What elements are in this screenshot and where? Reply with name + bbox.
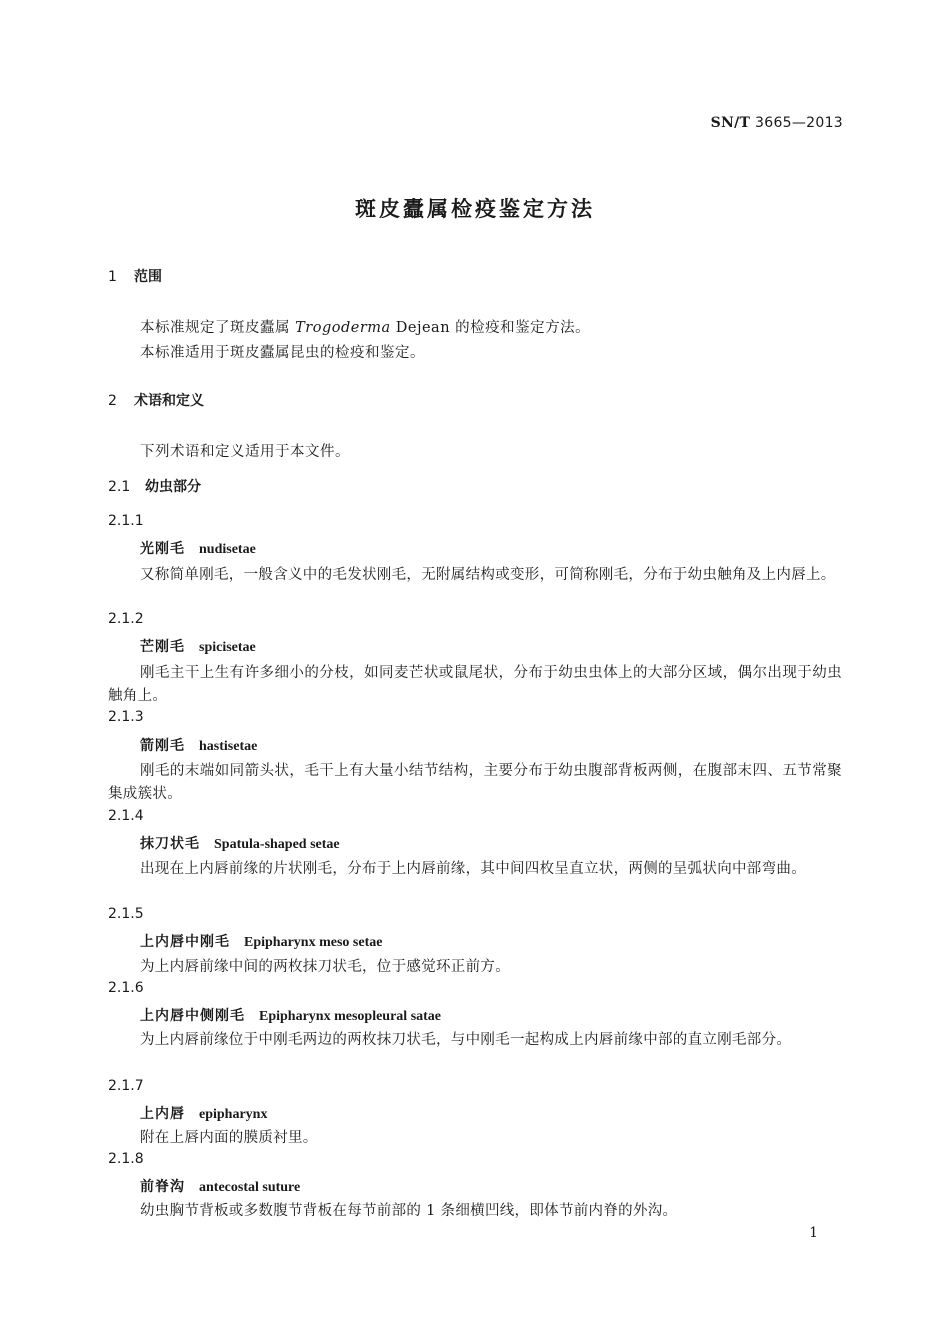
term-en: Epipharynx meso setae — [244, 935, 383, 950]
standard-number: 3665—2013 — [755, 115, 843, 131]
term-heading — [140, 735, 257, 755]
clause-number: 2.1.6 — [108, 980, 144, 996]
genus-name: Trogoderma — [295, 320, 391, 336]
clause-number: 2.1.1 — [108, 513, 144, 529]
page-number: 1 — [809, 1225, 818, 1241]
section-title: 术语和定义 — [134, 393, 204, 409]
subsection-title: 幼虫部分 — [145, 479, 201, 495]
scope-paragraph-1 — [140, 316, 590, 337]
term-heading — [140, 538, 256, 558]
clause-number: 2.1.4 — [108, 808, 144, 824]
subsection-2-1-heading — [108, 476, 201, 496]
term-en: spicisetae — [199, 640, 256, 655]
term-definition: 刚毛主干上生有许多细小的分枝，如同麦芒状或鼠尾状，分布于幼虫虫体上的大部分区域，偶尔出现于幼虫触角上。 — [108, 665, 842, 704]
term-heading — [140, 833, 340, 853]
clause-number: 2.1.5 — [108, 906, 144, 922]
section-2-heading — [108, 390, 204, 410]
term-definition: 出现在上内唇前缘的片状刚毛，分布于上内唇前缘，其中间四枚呈直立状，两侧的呈弧状向中部弯曲。 — [140, 861, 806, 877]
term-en: Spatula-shaped setae — [214, 837, 340, 852]
term-zh: 光刚毛 — [140, 541, 185, 557]
term-zh: 芒刚毛 — [140, 639, 185, 655]
section-number: 1 — [108, 269, 117, 285]
term-zh: 上内唇中刚毛 — [140, 934, 230, 950]
scope-paragraph-2: 本标准适用于斑皮蠹属昆虫的检疫和鉴定。 — [140, 345, 425, 361]
scope-text-pre: 本标准规定了斑皮蠹属 — [140, 320, 290, 336]
term-definition: 幼虫胸节背板或多数腹节背板在每节前部的 1 条细横凹线，即体节前内脊的外沟。 — [140, 1203, 678, 1219]
clause-number: 2.1.8 — [108, 1151, 144, 1167]
term-zh: 上内唇中侧刚毛 — [140, 1008, 245, 1024]
term-heading — [140, 931, 382, 951]
term-zh: 箭刚毛 — [140, 738, 185, 754]
document-title: 斑皮蠹属检疫鉴定方法 — [355, 197, 595, 221]
clause-number: 2.1.3 — [108, 709, 144, 725]
term-zh: 抹刀状毛 — [140, 836, 200, 852]
terms-intro: 下列术语和定义适用于本文件。 — [140, 444, 350, 460]
term-en: Epipharynx mesopleural satae — [259, 1009, 442, 1024]
section-title: 范围 — [134, 269, 162, 285]
clause-number: 2.1.2 — [108, 611, 144, 627]
term-en: nudisetae — [199, 542, 256, 557]
term-definition: 又称简单刚毛，一般含义中的毛发状刚毛，无附属结构或变形，可简称刚毛，分布于幼虫触角及上内唇上。 — [140, 567, 836, 583]
term-heading — [140, 1176, 300, 1196]
term-definition: 为上内唇前缘中间的两枚抹刀状毛，位于感觉环正前方。 — [140, 959, 510, 975]
term-heading — [140, 636, 256, 656]
term-zh: 上内唇 — [140, 1106, 185, 1122]
section-number: 2 — [108, 393, 117, 409]
term-definition: 刚毛的末端如同箭头状，毛干上有大量小结节结构，主要分布于幼虫腹部背板两侧，在腹部末四、五节常聚集成簇状。 — [108, 763, 842, 802]
standard-prefix: SN/T — [710, 115, 751, 131]
section-1-heading — [108, 266, 162, 286]
subsection-number: 2.1 — [108, 479, 131, 495]
term-definition: 为上内唇前缘位于中刚毛两边的两枚抹刀状毛，与中刚毛一起构成上内唇前缘中部的直立刚毛部分。 — [140, 1032, 792, 1048]
scope-text-post: Dejean 的检疫和鉴定方法。 — [390, 320, 591, 336]
term-en: antecostal suture — [199, 1180, 301, 1195]
term-en: epipharynx — [199, 1107, 268, 1122]
term-definition: 附在上唇内面的膜质衬里。 — [140, 1130, 318, 1146]
term-heading — [140, 1103, 267, 1123]
clause-number: 2.1.7 — [108, 1078, 144, 1094]
term-en: hastisetae — [199, 739, 258, 754]
standard-code — [711, 115, 843, 131]
term-heading — [140, 1005, 441, 1025]
term-zh: 前脊沟 — [140, 1179, 185, 1195]
